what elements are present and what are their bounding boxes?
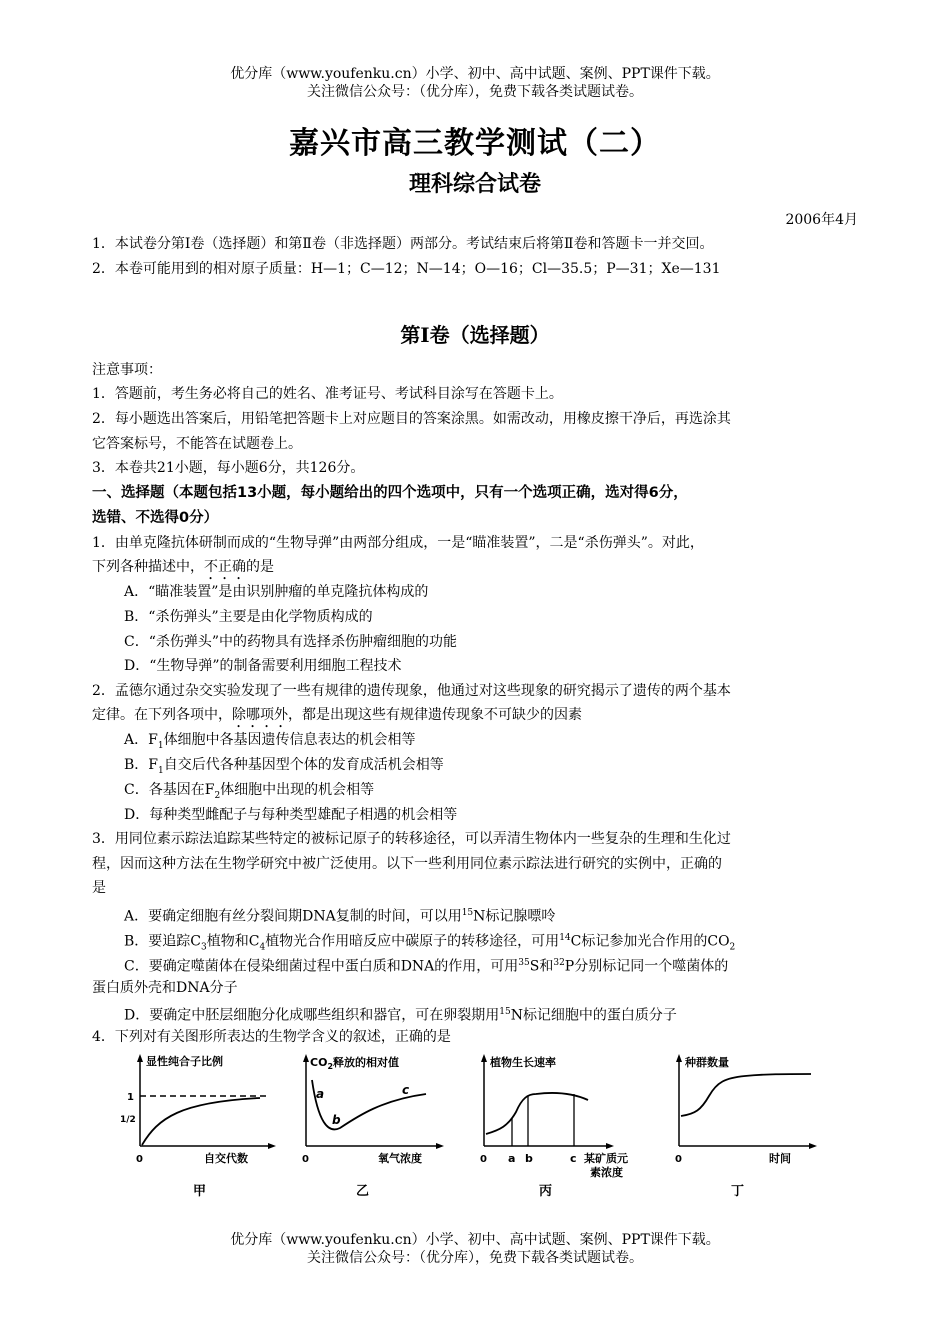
q3-b-s2: 4 (259, 942, 266, 953)
q2-b-pre: B．F (124, 757, 159, 773)
yi-y-arrow (303, 1054, 309, 1062)
q3-stem-3: 是 (92, 880, 106, 896)
q3-option-c (124, 954, 904, 976)
yi-origin: 0 (302, 1154, 309, 1165)
q3-c-p2: S和 (529, 958, 554, 975)
ding-curve (681, 1074, 811, 1116)
intro-line-1: 1．本试卷分第Ⅰ卷（选择题）和第Ⅱ卷（非选择题）两部分。考试结束后将第Ⅱ卷和答题卡一并交回。 (92, 236, 714, 252)
q2-c-sub: 2 (214, 790, 221, 801)
q3-b-p2: 植物和C (206, 933, 260, 950)
section-title: 第Ⅰ卷（选择题） (400, 323, 550, 347)
q1-option-b: B．“杀伤弹头”主要是由化学物质构成的 (124, 609, 373, 625)
q3-b-sup: 14 (559, 933, 571, 943)
notice-3: 3．本卷共21小题，每小题6分，共126分。 (92, 460, 365, 476)
figure-yi (292, 1050, 452, 1174)
part1-heading-2: 选错、不选得0分） (92, 510, 219, 526)
figure-yi-label: 乙 (356, 1184, 370, 1199)
notice-heading: 注意事项： (92, 362, 162, 378)
bing-xlabel-2: 素浓度 (590, 1166, 623, 1179)
q2-c-post: 体细胞中出现的机会相等 (220, 782, 375, 798)
q3-c-sup2: 32 (553, 958, 565, 968)
q2-a-pre: A．F (124, 732, 158, 748)
q3-d-post: N标记细胞中的蛋白质分子 (510, 1007, 677, 1024)
ding-ylabel: 种群数量 (685, 1056, 729, 1069)
bing-origin: 0 (480, 1154, 487, 1165)
bing-xlabel-1: 某矿质元 (584, 1152, 628, 1165)
jia-y-arrow (137, 1054, 143, 1062)
exam-title: 嘉兴市高三教学测试（二） (289, 126, 661, 161)
jia-tick-half: 1/2 (120, 1115, 136, 1125)
q3-c-sup1: 35 (518, 958, 530, 968)
exam-date: 2006年4月 (785, 212, 858, 228)
q3-option-a (124, 904, 904, 926)
q1-option-a: A．“瞄准装置”是由识别肿瘤的单克隆抗体构成的 (124, 584, 429, 600)
q3-d-sup: 15 (499, 1007, 511, 1017)
bing-tick-a: a (508, 1152, 516, 1165)
q1-stem-2 (92, 558, 872, 583)
bing-ylabel: 植物生长速率 (490, 1056, 556, 1069)
part1-heading-1: 一、选择题（本题包括13小题，每小题给出的四个选项中，只有一个选项正确，选对得6分， (92, 485, 688, 501)
q2-stem-1: 2．孟德尔通过杂交实验发现了一些有规律的遗传现象，他通过对这些现象的研究揭示了遗传的两个基本 (92, 683, 731, 699)
yi-xlabel: 氧气浓度 (378, 1152, 422, 1165)
yi-point-b: b (332, 1113, 341, 1127)
jia-curve (142, 1098, 260, 1145)
q2-option-b (124, 756, 904, 780)
q3-a-sup: 15 (461, 908, 474, 918)
footer-line-2: 关注微信公众号：（优分库），免费下载各类试题试卷。 (307, 1250, 643, 1266)
notice-2b: 它答案标号，不能答在试题卷上。 (92, 436, 302, 452)
figure-ding-graph (665, 1050, 825, 1170)
ding-xlabel: 时间 (769, 1152, 791, 1165)
q3-a-pre: A．要确定细胞有丝分裂间期DNA复制的时间，可以用 (124, 908, 462, 925)
figure-bing-label: 丙 (539, 1184, 553, 1199)
q2-b-sub: 1 (158, 765, 164, 776)
bing-curve (486, 1093, 588, 1134)
figure-ding-label: 丁 (731, 1184, 745, 1199)
bing-y-arrow (481, 1054, 487, 1062)
q1-stem-2-post: 的是 (246, 559, 274, 575)
notice-1: 1．答题前，考生务必将自己的姓名、准考证号、考试科目涂写在答题卡上。 (92, 386, 563, 402)
yi-ylabel-sub: 2 (327, 1062, 334, 1071)
q3-stem-1: 3．用同位素示踪法追踪某些特定的被标记原子的转移途径，可以弄清生物体内一些复杂的生理和生化过 (92, 831, 731, 847)
q4-stem: 4．下列对有关图形所表达的生物学含义的叙述，正确的是 (92, 1029, 451, 1045)
figure-yi-graph (292, 1050, 452, 1170)
q3-stem-2: 程，因而这种方法在生物学研究中被广泛使用。以下一些利用同位素示踪法进行研究的实例中，正确的 (92, 856, 722, 872)
q2-option-d: D．每种类型雌配子与每种类型雄配子相遇的机会相等 (124, 807, 458, 823)
yi-point-a: a (316, 1087, 325, 1101)
q2-option-c (124, 781, 904, 805)
header-line-2: 关注微信公众号：（优分库），免费下载各类试题试卷。 (307, 84, 643, 100)
header-line-1: 优分库（www.youfenku.cn）小学、初中、高中试题、案例、PPT课件下载。 (230, 66, 720, 82)
q1-emphasis: 不正确 (204, 559, 246, 575)
jia-tick-1: 1 (127, 1092, 134, 1103)
q2-stem-2 (92, 706, 872, 731)
q3-a-post: N标记腺嘌呤 (473, 908, 556, 925)
q3-b-p1: B．要追踪C (124, 933, 201, 950)
jia-xlabel: 自交代数 (204, 1152, 248, 1165)
q3-option-c-cont: 蛋白质外壳和DNA分子 (92, 980, 238, 996)
jia-ylabel: 显性纯合子比例 (146, 1055, 223, 1068)
intro-line-2: 2．本卷可能用到的相对原子质量：H—1；C—12；N—14；O—16；Cl—35.5；P—31；Xe—131 (92, 261, 721, 277)
q2-a-sub: 1 (157, 740, 164, 751)
notice-2a: 2．每小题选出答案后，用铅笔把答题卡上对应题目的答案涂黑。如需改动，用橡皮擦干净后，再选涂其 (92, 411, 731, 427)
bing-tick-c: c (570, 1152, 577, 1165)
ding-x-arrow (809, 1143, 817, 1149)
q1-stem-2-pre: 下列各种描述中， (92, 559, 204, 575)
figure-bing-graph (470, 1050, 645, 1185)
figure-jia (120, 1050, 280, 1174)
yi-ylabel-pre: CO (310, 1056, 328, 1069)
yi-ylabel-post: 释放的相对值 (333, 1056, 400, 1069)
q2-c-pre: C．各基因在F (124, 782, 215, 798)
bing-x-arrow (606, 1143, 614, 1149)
q3-b-s1: 3 (201, 942, 207, 953)
q3-c-p1: C．要确定噬菌体在侵染细菌过程中蛋白质和DNA的作用，可用 (124, 958, 519, 975)
yi-point-c: c (402, 1083, 410, 1097)
q2-stem-2-pre: 定律。在下列各项中， (92, 707, 232, 723)
q3-b-s3: 2 (729, 942, 736, 953)
q2-b-post: 自交后代各种基因型个体的发育成活机会相等 (163, 757, 444, 773)
figure-jia-label: 甲 (193, 1184, 207, 1199)
q2-option-a (124, 731, 904, 755)
q2-a-post: 体细胞中各基因遗传信息表达的机会相等 (163, 732, 416, 748)
q3-option-d (124, 1003, 904, 1025)
figure-ding (665, 1050, 825, 1174)
q1-stem-1: 1．由单克隆抗体研制而成的“生物导弹”由两部分组成，一是“瞄准装置”，二是“杀伤弹头”。对此， (92, 535, 704, 551)
q3-b-p3: 植物光合作用暗反应中碳原子的转移途径，可用 (265, 933, 560, 950)
ding-y-arrow (676, 1054, 682, 1062)
footer-line-1: 优分库（www.youfenku.cn）小学、初中、高中试题、案例、PPT课件下载。 (230, 1232, 720, 1248)
jia-x-arrow (268, 1143, 276, 1149)
bing-tick-b: b (525, 1152, 533, 1165)
q2-emphasis: 除哪项外 (232, 707, 288, 723)
yi-x-arrow (436, 1143, 444, 1149)
q3-b-p4: C标记参加光合作用的CO (570, 933, 730, 950)
q3-c-p3: P分别标记同一个噬菌体的 (564, 958, 729, 975)
q3-d-pre: D．要确定中胚层细胞分化成哪些组织和器官，可在卵裂期用 (124, 1007, 500, 1024)
q2-stem-2-post: ，都是出现这些有规律遗传现象不可缺少的因素 (288, 707, 582, 723)
figure-jia-graph (120, 1050, 280, 1170)
q1-option-d: D．“生物导弹”的制备需要利用细胞工程技术 (124, 658, 402, 674)
figure-bing (470, 1050, 645, 1189)
q3-option-b (124, 929, 904, 956)
yi-ylabel (310, 1055, 399, 1071)
q1-option-c: C．“杀伤弹头”中的药物具有选择杀伤肿瘤细胞的功能 (124, 634, 458, 650)
ding-origin: 0 (675, 1154, 682, 1165)
jia-origin: 0 (136, 1154, 143, 1165)
exam-subtitle: 理科综合试卷 (408, 171, 541, 197)
